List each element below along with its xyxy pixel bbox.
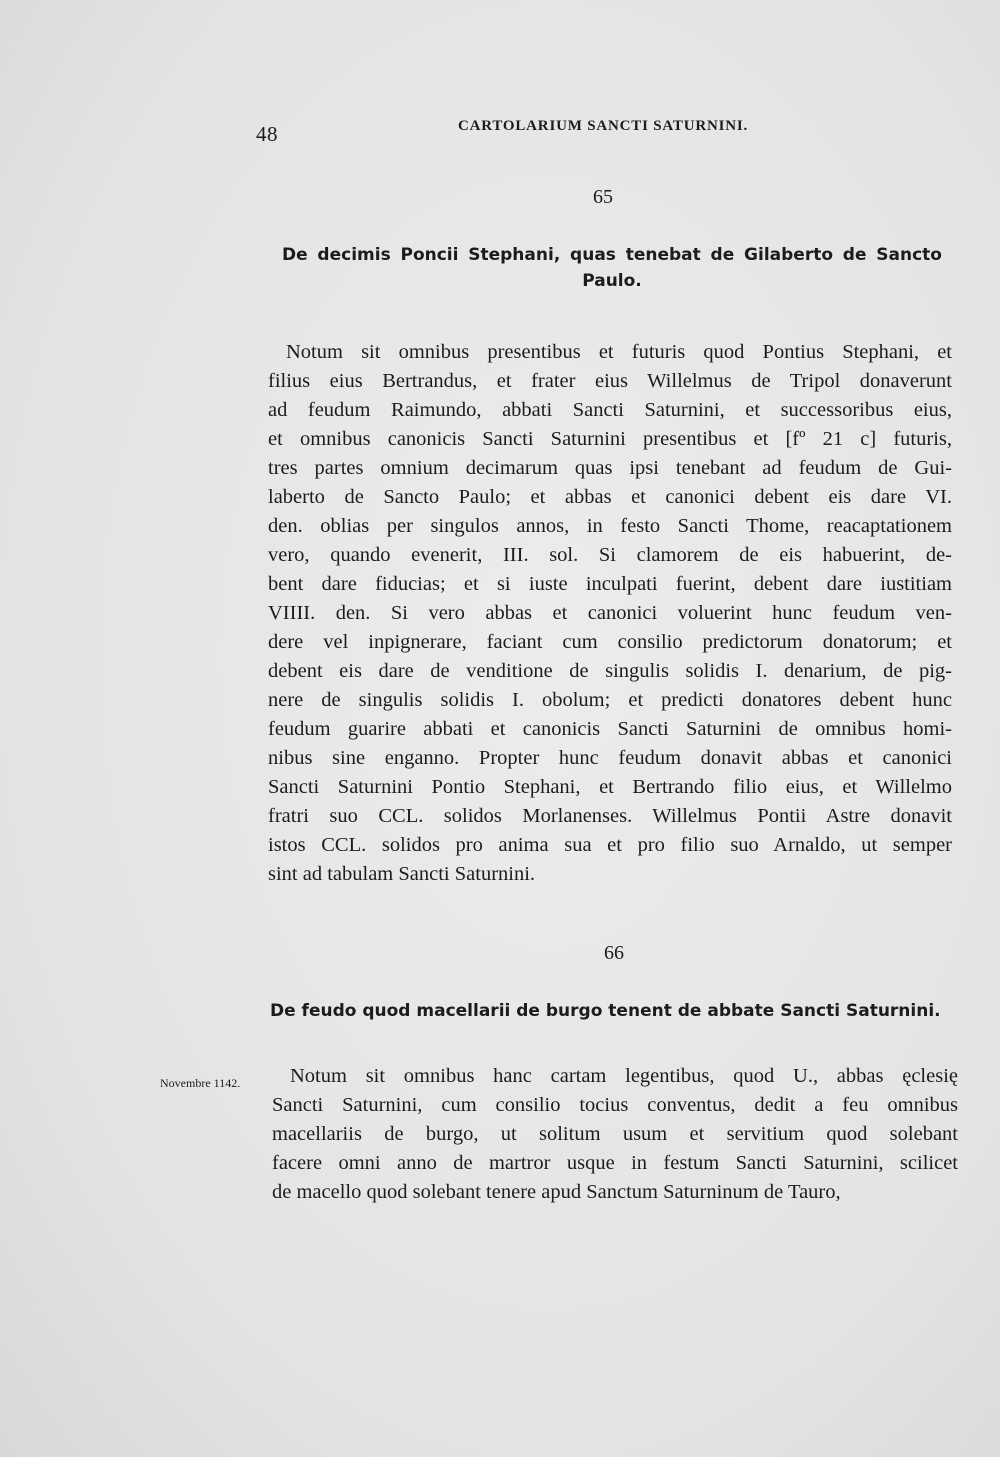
charter-title-65-line-2: Paulo. [582,271,642,291]
charter-body-66 [272,1062,958,1207]
text-line: Notum sit omnibus hanc cartam legentibus, quod U., abbas ęclesię [290,1065,958,1087]
text-line: Sancti Saturnini Pontio Stephani, et Bertrando filio eius, et Willelmo [268,776,952,798]
text-line: macellariis de burgo, ut solitum usum et servitium quod solebant [272,1123,958,1145]
text-line: VIIII. den. Si vero abbas et canonici voluerint hunc feudum ven- [268,602,952,624]
text-line: nere de singulis solidis I. obolum; et predicti donatores debent hunc [268,689,952,711]
text-line: dere vel inpignerare, faciant cum consilio predictorum donatorum; et [268,631,952,653]
text-line: bent dare fiducias; et si iuste inculpati fuerint, debent dare iustitiam [268,573,952,595]
text-line: Sancti Saturnini, cum consilio tocius conventus, dedit a feu omnibus [272,1094,958,1116]
text-line: facere omni anno de martror usque in festum Sancti Saturnini, scilicet [272,1152,958,1174]
text-line: ad feudum Raimundo, abbati Sancti Saturnini, et successoribus eius, [268,399,952,421]
charter-title-65 [282,242,942,294]
charter-title-65-line-1: De decimis Poncii Stephani, quas tenebat de Gilaberto de Sancto [282,245,942,265]
charter-number-65: 65 [593,186,613,208]
running-title: CARTOLARIUM SANCTI SATURNINI. [458,118,749,134]
text-line: feudum guarire abbati et canonicis Sancti Saturnini de omnibus homi- [268,718,952,740]
text-line: den. oblias per singulos annos, in festo Sancti Thome, reacaptationem [268,515,952,537]
text-line: fratri suo CCL. solidos Morlanenses. Willelmus Pontii Astre donavit [268,805,952,827]
text-line: debent eis dare de venditione de singulis solidis I. denarium, de pig- [268,660,952,682]
text-line: et omnibus canonicis Sancti Saturnini presentibus et [fº 21 c] futuris, [268,428,952,450]
text-line: filius eius Bertrandus, et frater eius Willelmus de Tripol donaverunt [268,370,952,392]
text-line: Notum sit omnibus presentibus et futuris quod Pontius Stephani, et [286,341,952,363]
charter-number-66: 66 [604,942,624,964]
text-line: laberto de Sancto Paulo; et abbas et canonici debent eis dare VI. [268,486,952,508]
text-line: tres partes omnium decimarum quas ipsi tenebant ad feudum de Gui- [268,457,952,479]
margin-date-note: Novembre 1142. [160,1076,241,1090]
text-line: vero, quando evenerit, III. sol. Si clamorem de eis habuerint, de- [268,544,952,566]
text-line: sint ad tabulam Sancti Saturnini. [268,863,536,885]
text-line: istos CCL. solidos pro anima sua et pro filio suo Arnaldo, ut semper [268,834,952,856]
text-line: nibus sine enganno. Propter hunc feudum donavit abbas et canonici [268,747,952,769]
page-number: 48 [256,122,278,146]
charter-title-66: De feudo quod macellarii de burgo tenent de abbate Sancti Saturnini. [270,1001,941,1021]
charter-body-65 [268,338,952,889]
text-line: de macello quod solebant tenere apud Sanctum Saturninum de Tauro, [272,1181,841,1203]
